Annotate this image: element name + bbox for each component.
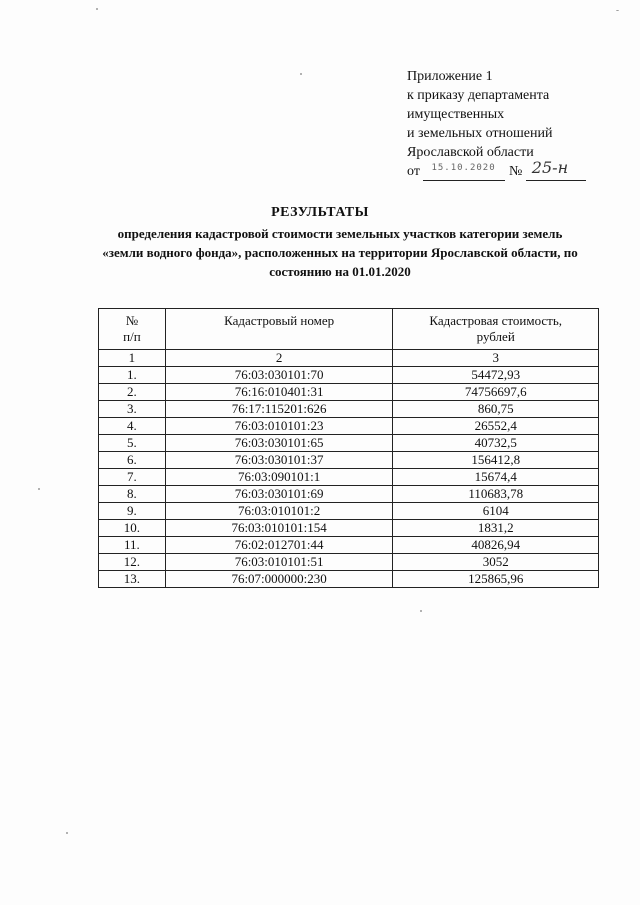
date-field	[423, 164, 505, 181]
scan-speck	[420, 610, 422, 612]
scan-speck	[38, 488, 40, 490]
from-label: от	[407, 164, 420, 179]
table-row	[99, 367, 599, 384]
row-number: 1.	[99, 367, 166, 384]
number-label: №	[508, 164, 523, 179]
cadastral-value: 54472,93	[393, 367, 599, 384]
number-field	[526, 158, 586, 181]
row-number: 9.	[99, 503, 166, 520]
cadastral-value: 110683,78	[393, 486, 599, 503]
row-number: 13.	[99, 571, 166, 588]
column-number-3: 3	[393, 350, 599, 367]
scan-speck	[300, 73, 302, 75]
row-number: 6.	[99, 452, 166, 469]
appendix-line-5: Ярославской области	[407, 145, 534, 160]
cadastral-value: 156412,8	[393, 452, 599, 469]
order-date-number-line	[407, 158, 586, 181]
cadastral-number: 76:03:010101:2	[165, 503, 393, 520]
order-number-handwritten: 25-н	[531, 158, 569, 177]
row-number: 12.	[99, 554, 166, 571]
cadastral-number: 76:03:030101:70	[165, 367, 393, 384]
row-number: 5.	[99, 435, 166, 452]
cadastral-value: 15674,4	[393, 469, 599, 486]
order-date-stamp: 15.10.2020	[431, 163, 496, 173]
header-number: № п/п	[99, 309, 166, 350]
header-cadastral-value: Кадастровая стоимость, рублей	[393, 309, 599, 350]
row-number: 8.	[99, 486, 166, 503]
scan-speck	[96, 8, 98, 10]
table-row	[99, 537, 599, 554]
cadastral-number: 76:03:010101:154	[165, 520, 393, 537]
table-row	[99, 486, 599, 503]
header-cadastral-number: Кадастровый номер	[165, 309, 393, 350]
cadastral-number: 76:07:000000:230	[165, 571, 393, 588]
row-number: 11.	[99, 537, 166, 554]
table-row	[99, 469, 599, 486]
column-number-1: 1	[99, 350, 166, 367]
row-number: 10.	[99, 520, 166, 537]
column-number-row	[99, 350, 599, 367]
table-row	[99, 418, 599, 435]
document-title: РЕЗУЛЬТАТЫ	[271, 205, 369, 220]
table-row	[99, 571, 599, 588]
cadastral-number: 76:03:030101:69	[165, 486, 393, 503]
row-number: 2.	[99, 384, 166, 401]
row-number: 4.	[99, 418, 166, 435]
cadastral-value: 40826,94	[393, 537, 599, 554]
cadastral-number: 76:16:010401:31	[165, 384, 393, 401]
appendix-line-4: и земельных отношений	[407, 126, 553, 141]
appendix-line-1: Приложение 1	[407, 69, 493, 84]
cadastral-value: 125865,96	[393, 571, 599, 588]
cadastral-value: 6104	[393, 503, 599, 520]
cadastral-value: 3052	[393, 554, 599, 571]
cadastral-value: 860,75	[393, 401, 599, 418]
scan-speck	[66, 832, 68, 834]
appendix-block	[407, 67, 586, 181]
table-row	[99, 452, 599, 469]
scan-speck	[616, 10, 619, 11]
row-number: 7.	[99, 469, 166, 486]
cadastral-number: 76:03:030101:37	[165, 452, 393, 469]
cadastral-value: 40732,5	[393, 435, 599, 452]
appendix-line-2: к приказу департамента	[407, 88, 550, 103]
document-subtitle: определения кадастровой стоимости земельных участков категории земель «земли водного фонда», расположенных на территории Ярославской области, по состоянию на 01.01.2020	[102, 226, 578, 279]
table-row	[99, 503, 599, 520]
table-row	[99, 384, 599, 401]
cadastral-number: 76:03:010101:51	[165, 554, 393, 571]
cadastral-value: 26552,4	[393, 418, 599, 435]
cadastral-number: 76:02:012701:44	[165, 537, 393, 554]
row-number: 3.	[99, 401, 166, 418]
cadastral-table	[98, 308, 599, 588]
column-number-2: 2	[165, 350, 393, 367]
cadastral-number: 76:03:030101:65	[165, 435, 393, 452]
cadastral-value: 1831,2	[393, 520, 599, 537]
table-row	[99, 435, 599, 452]
cadastral-number: 76:03:090101:1	[165, 469, 393, 486]
table-row	[99, 520, 599, 537]
cadastral-number: 76:03:010101:23	[165, 418, 393, 435]
cadastral-value: 74756697,6	[393, 384, 599, 401]
appendix-line-3: имущественных	[407, 107, 505, 122]
table-row	[99, 554, 599, 571]
cadastral-number: 76:17:115201:626	[165, 401, 393, 418]
table-row	[99, 401, 599, 418]
table-header-row	[99, 309, 599, 350]
